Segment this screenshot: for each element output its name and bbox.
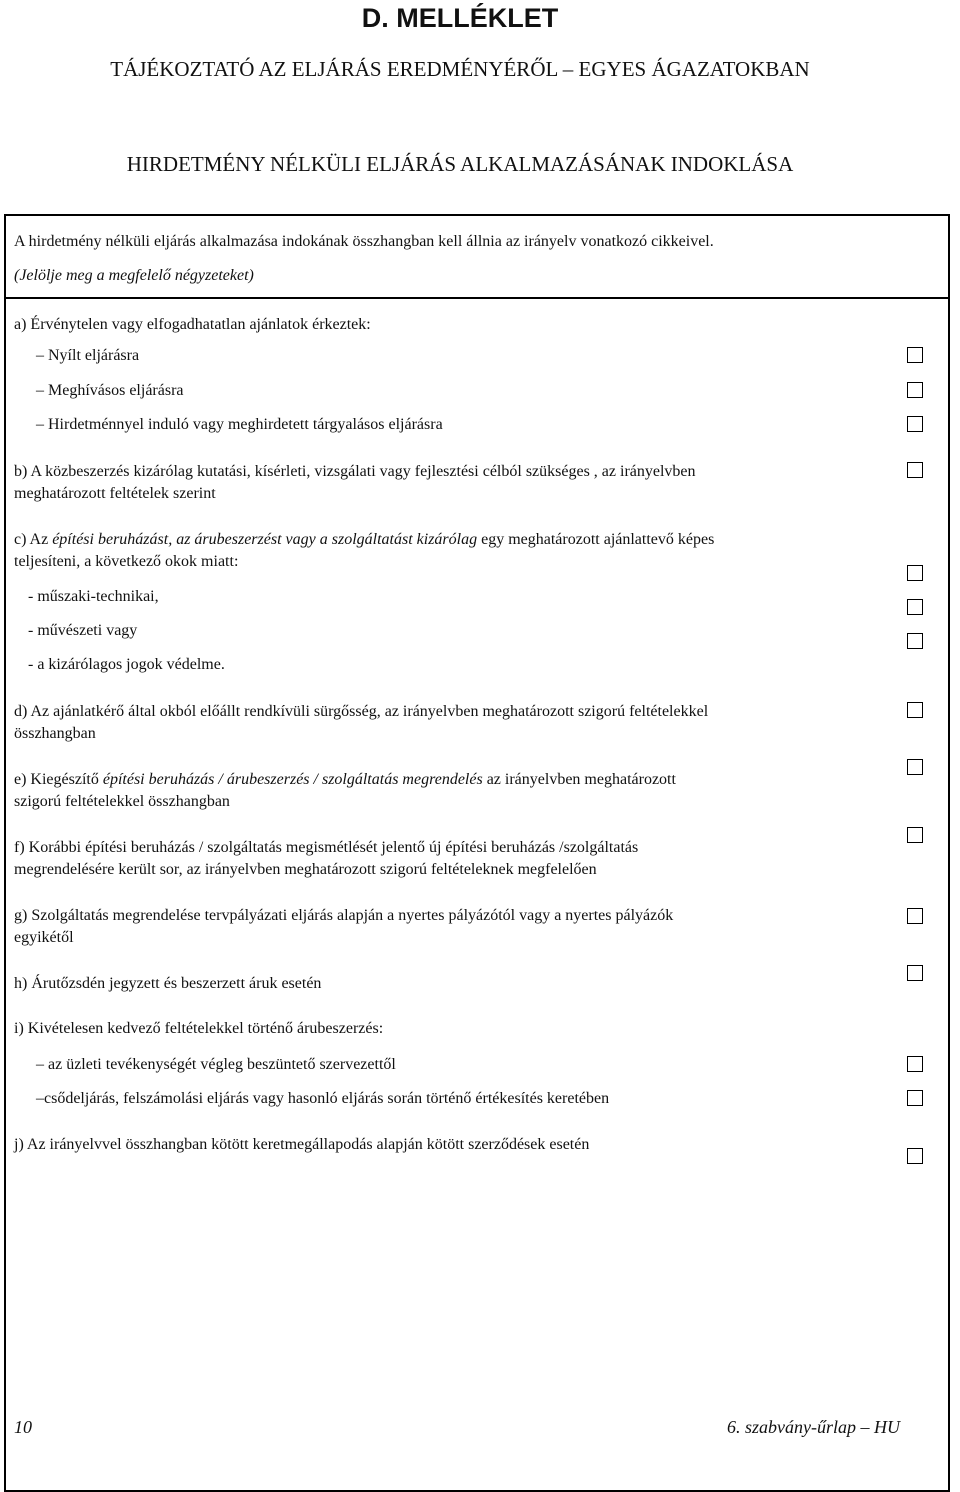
item-j-checkbox[interactable] [907, 1148, 923, 1164]
item-e-line2: szigorú feltételekkel összhangban [14, 793, 230, 810]
document-subtitle: TÁJÉKOZTATÓ AZ ELJÁRÁS EREDMÉNYÉRŐL – EGYES ÁGAZATOKBAN [110, 57, 810, 81]
item-e-line1 [14, 769, 676, 791]
item-d-line1: d) Az ajánlatkérő által okból előállt rendkívüli sürgősség, az irányelvben meghatározott szigorú feltételekkel [14, 703, 709, 720]
item-b-line2: meghatározott feltételek szerint [14, 485, 216, 502]
item-d-line2: összhangban [14, 725, 96, 742]
item-a-open-checkbox[interactable] [907, 347, 923, 363]
item-c-artistic-label: - művészeti vagy [28, 622, 138, 639]
item-a-negotiated-label: – Hirdetménnyel induló vagy meghirdetett tárgyalásos eljárásra [36, 416, 443, 433]
item-g-checkbox[interactable] [907, 908, 923, 924]
item-a-title: a) Érvénytelen vagy elfogadhatatlan ajánlatok érkeztek: [14, 316, 371, 333]
item-i-winding-up-label: – az üzleti tevékenységét végleg beszüntető szervezettől [36, 1056, 396, 1073]
item-c-suffix: egy meghatározott ajánlattevő képes [477, 531, 715, 548]
item-f-line2: megrendelésére került sor, az irányelvben meghatározott szigorú feltételeknek megfelelően [14, 861, 597, 878]
item-i-insolvency-checkbox[interactable] [907, 1090, 923, 1106]
intro-note: (Jelölje meg a megfelelő négyzeteket) [14, 267, 254, 284]
item-a-restricted-label: – Meghívásos eljárásra [36, 382, 184, 399]
item-c-exclusive-checkbox[interactable] [907, 633, 923, 649]
item-g-line1: g) Szolgáltatás megrendelése tervpályázati eljárás alapján a nyertes pályázótól vagy a nyertes pályázók [14, 907, 674, 924]
item-d-checkbox[interactable] [907, 702, 923, 718]
intro-text: A hirdetmény nélküli eljárás alkalmazása indokának összhangban kell állnia az irányelv vonatkozó cikkeivel. [14, 233, 714, 250]
section-title: HIRDETMÉNY NÉLKÜLI ELJÁRÁS ALKALMAZÁSÁNAK INDOKLÁSA [126, 152, 794, 176]
item-c-artistic-checkbox[interactable] [907, 599, 923, 615]
item-h-checkbox[interactable] [907, 965, 923, 981]
item-e-prefix: e) Kiegészítő [14, 771, 103, 788]
item-i-insolvency-label: –csődeljárás, felszámolási eljárás vagy hasonló eljárás során történő értékesítés keretében [36, 1090, 610, 1107]
item-i-winding-up-checkbox[interactable] [907, 1056, 923, 1072]
intro-divider [4, 297, 950, 299]
item-b-checkbox[interactable] [907, 462, 923, 478]
item-j-line1: j) Az irányelvvel összhangban kötött keretmegállapodás alapján kötött szerződések esetén [14, 1136, 590, 1153]
item-c-italic: építési beruházást, az árubeszerzést vagy a szolgáltatást kizárólag [52, 531, 478, 548]
item-b-line1: b) A közbeszerzés kizárólag kutatási, kísérleti, vizsgálati vagy fejlesztési célból szükséges , az irányelvben [14, 463, 696, 480]
item-f-line1: f) Korábbi építési beruházás / szolgáltatás megismétlését jelentő új építési beruházás /szolgáltatás [14, 839, 639, 856]
item-c-technical-label: - műszaki-technikai, [28, 588, 159, 605]
item-e-suffix: az irányelvben meghatározott [482, 771, 676, 788]
item-c-prefix: c) Az [14, 531, 53, 548]
item-a-restricted-checkbox[interactable] [907, 382, 923, 398]
item-c-line1 [14, 529, 714, 551]
item-c-exclusive-label: - a kizárólagos jogok védelme. [28, 656, 225, 673]
item-a-negotiated-checkbox[interactable] [907, 416, 923, 432]
annex-title: D. MELLÉKLET [361, 3, 559, 33]
item-e-checkbox[interactable] [907, 759, 923, 775]
item-e-italic: építési beruházás / árubeszerzés / szolgáltatás megrendelés [102, 771, 483, 788]
item-h-line1: h) Árutőzsdén jegyzett és beszerzett áruk esetén [14, 975, 322, 992]
item-a-open-label: – Nyílt eljárásra [36, 347, 140, 364]
item-c-technical-checkbox[interactable] [907, 565, 923, 581]
form-name: 6. szabvány-űrlap – HU [727, 1417, 900, 1437]
item-f-checkbox[interactable] [907, 827, 923, 843]
page-number: 10 [14, 1417, 32, 1437]
item-c-line2: teljesíteni, a következő okok miatt: [14, 553, 239, 570]
item-i-title: i) Kivételesen kedvező feltételekkel történő árubeszerzés: [14, 1020, 384, 1037]
item-g-line2: egyikétől [14, 929, 74, 946]
